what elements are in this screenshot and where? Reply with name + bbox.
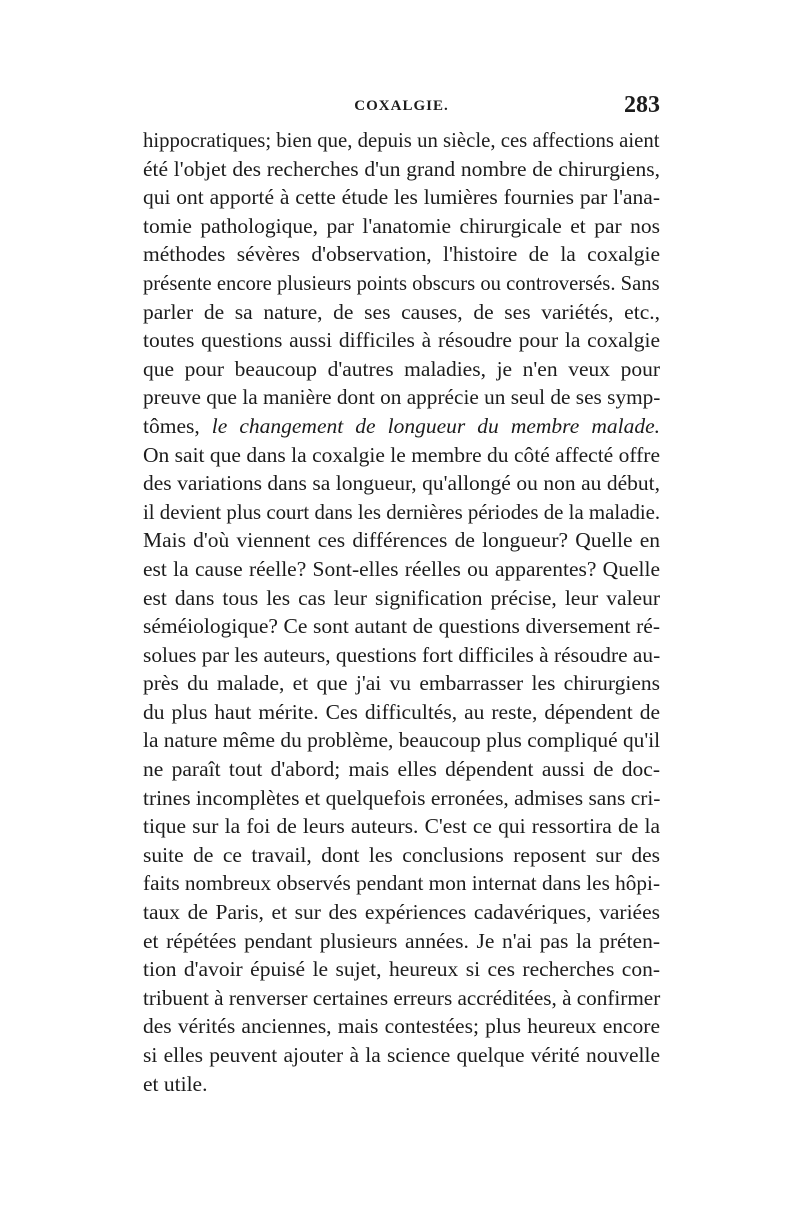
text-line: solues par les auteurs, questions fort difficiles à résoudre au- <box>143 642 661 667</box>
text-line: ne paraît tout d'abord; mais elles dépendent aussi de doc- <box>143 757 660 782</box>
italic-phrase: le changement de longueur du membre malade. <box>211 413 660 438</box>
text-line: trines incomplètes et quelquefois erronées, admises sans cri- <box>143 785 661 810</box>
text-line: tribuent à renverser certaines erreurs accréditées, à confirmer <box>143 985 661 1010</box>
text-line: parler de sa nature, de ses causes, de ses variétés, etc., <box>143 299 660 324</box>
text-line: toutes questions aussi difficiles à résoudre pour la coxalgie <box>143 328 660 353</box>
text-line: des vérités anciennes, mais contestées; plus heureux encore <box>143 1014 660 1039</box>
text-line: séméiologique? Ce sont autant de questions diversement ré- <box>143 614 660 639</box>
text-line: Mais d'où viennent ces différences de longueur? Quelle en <box>143 528 660 553</box>
text-line-mixed <box>143 412 660 441</box>
text-line: est dans tous les cas leur signification précise, leur valeur <box>143 585 660 610</box>
text-line: près du malade, et que j'ai vu embarrasser les chirurgiens <box>143 671 660 696</box>
text-line: taux de Paris, et sur des expériences cadavériques, variées <box>143 900 660 925</box>
text-line: si elles peuvent ajouter à la science quelque vérité nouvelle <box>143 1043 660 1067</box>
text-line: faits nombreux observés pendant mon internat dans les hôpi- <box>143 871 661 896</box>
text-line: On sait que dans la coxalgie le membre du côté affecté offre <box>143 442 660 467</box>
running-title: COXALGIE. <box>354 98 449 114</box>
text-line: qui ont apporté à cette étude les lumières fournies par l'ana- <box>143 185 660 210</box>
text-line: méthodes sévères d'observation, l'histoire de la coxalgie <box>143 242 660 267</box>
text-line: preuve que la manière dont on apprécie un seul de ses symp- <box>143 385 661 410</box>
text-line: est la cause réelle? Sont-elles réelles ou apparentes? Quelle <box>143 556 660 581</box>
text-line: tion d'avoir épuisé le sujet, heureux si ces recherches con- <box>143 957 660 982</box>
text-line: suite de ce travail, dont les conclusions reposent sur des <box>143 842 660 867</box>
text-line: du plus haut mérite. Ces difficultés, au reste, dépendent de <box>143 699 660 724</box>
text-line: il devient plus court dans les dernières périodes de la maladie. <box>143 499 661 524</box>
text-line: des variations dans sa longueur, qu'allongé ou non au début, <box>143 471 660 496</box>
text-line-last: et utile. <box>143 1071 208 1096</box>
text-line: hippocratiques; bien que, depuis un siècle, ces affections aient <box>143 128 660 152</box>
text-line: la nature même du problème, beaucoup plus compliqué qu'il <box>143 728 661 753</box>
page-number: 283 <box>624 92 660 118</box>
text-line: été l'objet des recherches d'un grand nombre de chirurgiens, <box>143 156 660 181</box>
running-head <box>143 92 660 122</box>
text-line: et répétées pendant plusieurs années. Je n'ai pas la préten- <box>143 928 660 953</box>
text-line: présente encore plusieurs points obscurs ou controversés. Sans <box>143 270 660 295</box>
text-segment: tômes, <box>143 413 200 438</box>
text-line: tique sur la foi de leurs auteurs. C'est ce qui ressortira de la <box>143 814 660 839</box>
body-paragraph <box>143 126 660 1098</box>
text-line: que pour beaucoup d'autres maladies, je n'en veux pour <box>143 356 660 381</box>
text-line: tomie pathologique, par l'anatomie chirurgicale et par nos <box>143 213 660 238</box>
